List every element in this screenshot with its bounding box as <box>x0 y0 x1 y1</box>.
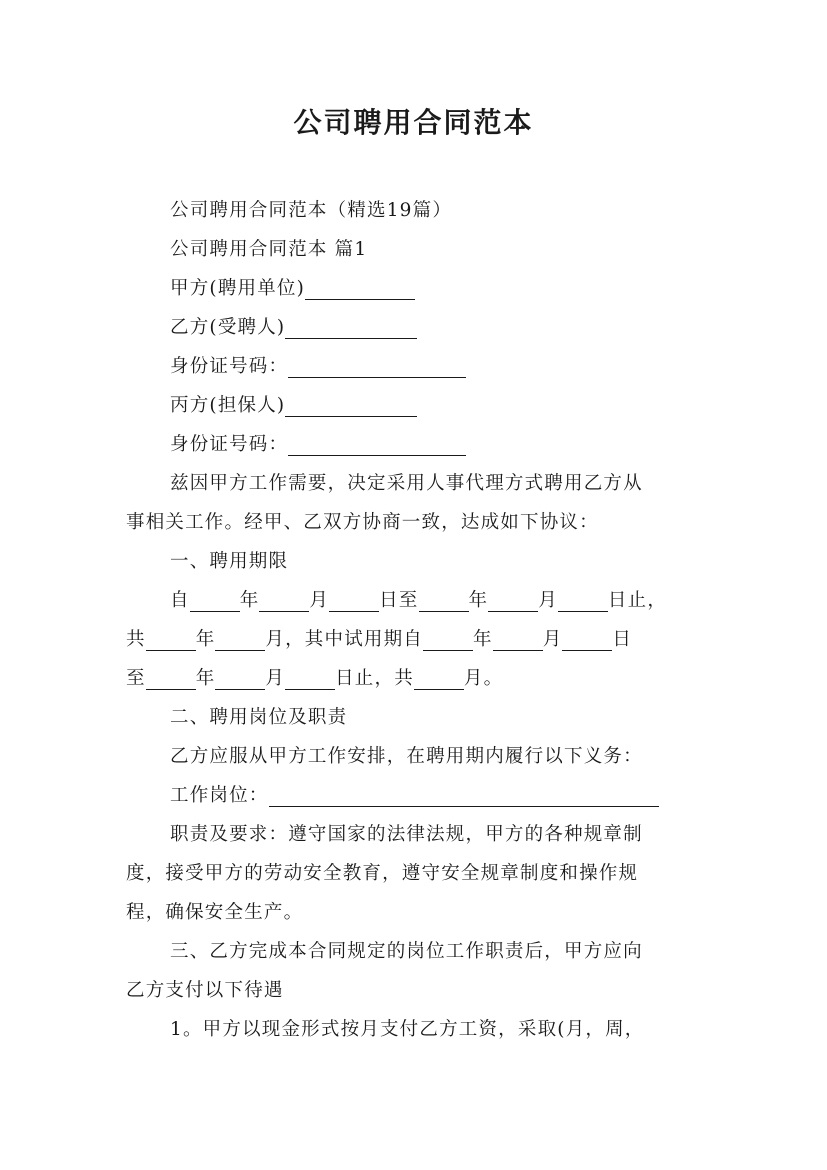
party-a-label: 甲方(聘用单位) <box>170 278 306 299</box>
fill-blank <box>215 665 265 690</box>
job-position-line <box>126 776 716 815</box>
term-text: 日至 <box>379 590 419 611</box>
fill-blank <box>288 431 466 456</box>
fill-blank <box>288 353 466 378</box>
fill-blank <box>146 626 196 651</box>
fill-blank <box>215 626 265 651</box>
term-text: 日止，共 <box>335 668 414 689</box>
term-text: 月。 <box>463 668 504 689</box>
fill-blank <box>414 665 464 690</box>
term-line <box>126 659 716 698</box>
paragraph-line: 公司聘用合同范本 篇1 <box>170 239 368 260</box>
term-text: 月 <box>309 590 330 611</box>
id-number-line <box>126 347 716 386</box>
party-c-label: 丙方(担保人) <box>170 395 286 416</box>
term-text: 年 <box>195 629 216 650</box>
term-text: 月 <box>542 629 563 650</box>
fill-blank <box>190 587 240 612</box>
section-heading: 三、乙方完成本合同规定的岗位工作职责后，甲方应向 <box>170 941 643 962</box>
term-text: 月 <box>538 590 558 611</box>
term-text: 年 <box>195 668 216 689</box>
term-line <box>126 620 716 659</box>
fill-blank <box>488 587 538 612</box>
term-text: 月，其中试用期自 <box>265 629 424 650</box>
document-body <box>126 191 716 1049</box>
term-text: 年 <box>239 590 260 611</box>
paragraph-line: 度，接受甲方的劳动安全教育，遵守安全规章制度和操作规 <box>126 863 639 884</box>
paragraph-line: 程，确保安全生产。 <box>126 902 304 923</box>
fill-blank <box>269 782 659 807</box>
paragraph-line: 乙方应服从甲方工作安排，在聘用期内履行以下义务： <box>170 746 643 767</box>
paragraph-line: 乙方支付以下待遇 <box>126 980 284 1001</box>
paragraph-line: 职责及要求：遵守国家的法律法规，甲方的各种规章制 <box>170 824 643 845</box>
party-b-line <box>126 308 716 347</box>
document-title: 公司聘用合同范本 <box>293 106 534 139</box>
job-position-label: 工作岗位： <box>170 785 269 806</box>
term-text: 日 <box>612 629 633 650</box>
paragraph-line: 公司聘用合同范本（精选19篇） <box>170 200 453 221</box>
fill-blank <box>285 314 417 339</box>
fill-blank <box>146 665 196 690</box>
fill-blank <box>423 626 473 651</box>
paragraph-line: 事相关工作。经甲、乙双方协商一致，达成如下协议： <box>126 512 599 533</box>
fill-blank <box>419 587 469 612</box>
term-text: 自 <box>170 590 190 611</box>
fill-blank <box>285 665 335 690</box>
party-b-label: 乙方(受聘人) <box>170 317 286 338</box>
paragraph-line: 兹因甲方工作需要，决定采用人事代理方式聘用乙方从 <box>170 473 643 494</box>
fill-blank <box>285 392 417 417</box>
term-text: 月 <box>265 668 286 689</box>
id-number-label: 身份证号码： <box>170 356 289 377</box>
term-line <box>126 581 716 620</box>
id-number-line <box>126 425 716 464</box>
term-text: 共 <box>126 629 146 650</box>
id-number-label: 身份证号码： <box>170 434 289 455</box>
fill-blank <box>259 587 309 612</box>
section-heading: 二、聘用岗位及职责 <box>170 707 348 728</box>
fill-blank <box>305 275 415 300</box>
paragraph-line: 1。甲方以现金形式按月支付乙方工资，采取(月，周， <box>170 1019 645 1040</box>
fill-blank <box>493 626 543 651</box>
fill-blank <box>558 587 608 612</box>
term-text: 至 <box>126 668 146 689</box>
term-text: 年 <box>473 629 493 650</box>
fill-blank <box>562 626 612 651</box>
fill-blank <box>329 587 379 612</box>
section-heading: 一、聘用期限 <box>170 551 289 572</box>
party-c-line <box>126 386 716 425</box>
term-text: 年 <box>468 590 489 611</box>
party-a-line <box>126 269 716 308</box>
term-text: 日止， <box>607 590 668 611</box>
